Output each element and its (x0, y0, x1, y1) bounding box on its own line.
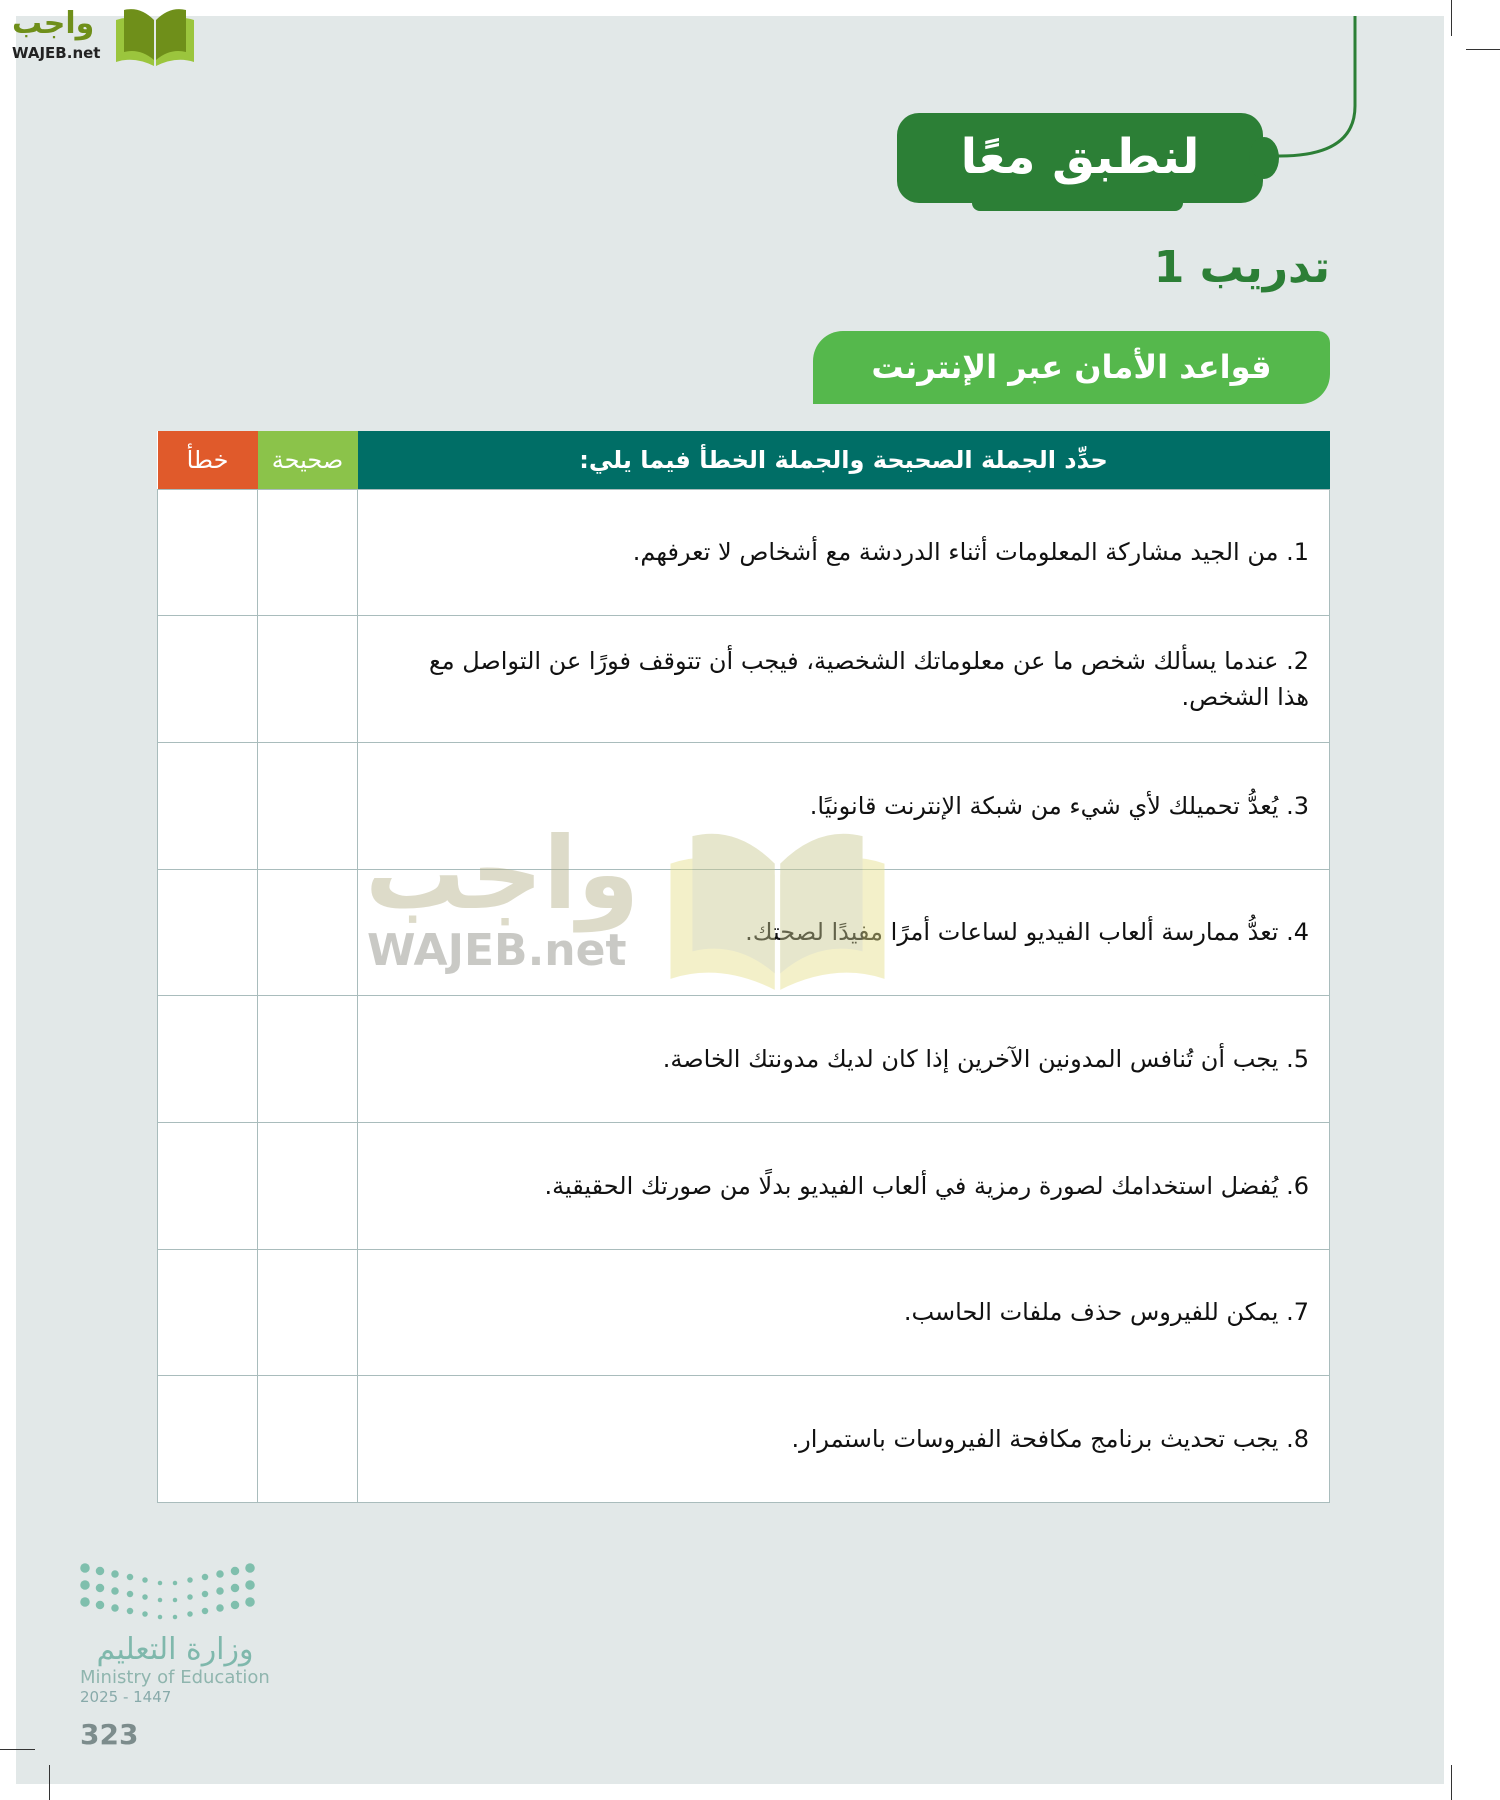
dot (231, 1567, 240, 1576)
true-answer-cell[interactable] (258, 1376, 358, 1503)
statement-text: 4. تعدُّ ممارسة ألعاب الفيديو لساعات أمرًا مفيدًا لصحتك. (358, 869, 1330, 996)
table-row (158, 1122, 1330, 1249)
dot (173, 1598, 178, 1603)
dot (187, 1594, 193, 1600)
crop-mark (49, 1765, 50, 1800)
statement-text: 7. يمكن للفيروس حذف ملفات الحاسب. (358, 1249, 1330, 1376)
exercise-title: تدريب 1 (1153, 242, 1330, 293)
true-answer-cell[interactable] (258, 489, 358, 616)
true-answer-cell[interactable] (258, 996, 358, 1123)
true-answer-cell[interactable] (258, 1122, 358, 1249)
false-answer-cell[interactable] (158, 869, 258, 996)
crop-mark (1466, 49, 1500, 50)
dot (202, 1574, 209, 1581)
statement-text: 5. يجب أن تُنافس المدونين الآخرين إذا كان لديك مدونتك الخاصة. (358, 996, 1330, 1123)
section-banner: قواعد الأمان عبر الإنترنت (813, 331, 1330, 404)
dot (96, 1584, 105, 1593)
dot (111, 1570, 119, 1578)
dot (142, 1611, 148, 1617)
false-answer-cell[interactable] (158, 996, 258, 1123)
watermark-latin: WAJEB.net (367, 925, 627, 976)
false-column-header: خطأ (158, 431, 258, 489)
ministry-arabic: وزارة التعليم (96, 1632, 254, 1667)
dot (80, 1597, 90, 1607)
true-column-header: صحيحة (258, 431, 358, 489)
table-row (158, 1249, 1330, 1376)
true-answer-cell[interactable] (258, 1249, 358, 1376)
dot (96, 1601, 105, 1610)
dot (142, 1577, 148, 1583)
statement-text: 2. عندما يسألك شخص ما عن معلوماتك الشخصية، فيجب أن تتوقف فورًا عن التواصل مع هذا الشخص. (358, 616, 1330, 743)
dot (111, 1604, 119, 1612)
statement-text: 1. من الجيد مشاركة المعلومات أثناء الدردشة مع أشخاص لا تعرفهم. (358, 489, 1330, 616)
dot (127, 1574, 134, 1581)
logo-latin: WAJEB.net (12, 44, 101, 62)
dot (231, 1584, 240, 1593)
true-false-table (157, 431, 1330, 1503)
dot (216, 1604, 224, 1612)
table-row (158, 489, 1330, 616)
false-answer-cell[interactable] (158, 742, 258, 869)
table-row (158, 1376, 1330, 1503)
false-answer-cell[interactable] (158, 1122, 258, 1249)
dot (202, 1591, 209, 1598)
ministry-logo (80, 1560, 270, 1706)
dot (80, 1563, 90, 1573)
dot (127, 1608, 134, 1615)
ministry-english: Ministry of Education (80, 1667, 270, 1688)
statement-text: 6. يُفضل استخدامك لصورة رمزية في ألعاب الفيديو بدلًا من صورتك الحقيقية. (358, 1122, 1330, 1249)
true-answer-cell[interactable] (258, 869, 358, 996)
statement-text: 3. يُعدُّ تحميلك لأي شيء من شبكة الإنترنت قانونيًا. (358, 742, 1330, 869)
dot (111, 1587, 119, 1595)
dot (245, 1580, 255, 1590)
dot (245, 1563, 255, 1573)
dot (80, 1580, 90, 1590)
dot (173, 1581, 178, 1586)
table-row (158, 869, 1330, 996)
dot (142, 1594, 148, 1600)
edition-year: 2025 - 1447 (80, 1688, 172, 1706)
dot (231, 1601, 240, 1610)
dot (245, 1597, 255, 1607)
false-answer-cell[interactable] (158, 1376, 258, 1503)
dot (158, 1581, 163, 1586)
logo-arabic: واجب (12, 6, 95, 41)
dot (158, 1598, 163, 1603)
crop-mark (1451, 0, 1452, 36)
table-row (158, 616, 1330, 743)
table-row (158, 996, 1330, 1123)
crop-mark (0, 1749, 35, 1750)
ministry-dots-icon (80, 1560, 260, 1620)
dot (127, 1591, 134, 1598)
false-answer-cell[interactable] (158, 1249, 258, 1376)
wajeb-logo (8, 4, 198, 68)
dot (187, 1611, 193, 1617)
title-badge: لنطبق معًا (897, 113, 1263, 203)
dot (216, 1587, 224, 1595)
statement-text: 8. يجب تحديث برنامج مكافحة الفيروسات باستمرار. (358, 1376, 1330, 1503)
dot (187, 1577, 193, 1583)
watermark-arabic: واجب (365, 815, 640, 932)
dot (173, 1615, 178, 1620)
true-answer-cell[interactable] (258, 742, 358, 869)
page-number: 323 (80, 1718, 139, 1751)
dot (96, 1567, 105, 1576)
table-row (158, 742, 1330, 869)
question-column-header: حدِّد الجملة الصحيحة والجملة الخطأ فيما يلي: (358, 431, 1330, 489)
crop-mark (1451, 1765, 1452, 1800)
dot (158, 1615, 163, 1620)
true-answer-cell[interactable] (258, 616, 358, 743)
dot (216, 1570, 224, 1578)
dot (202, 1608, 209, 1615)
book-icon (114, 6, 196, 66)
false-answer-cell[interactable] (158, 489, 258, 616)
false-answer-cell[interactable] (158, 616, 258, 743)
